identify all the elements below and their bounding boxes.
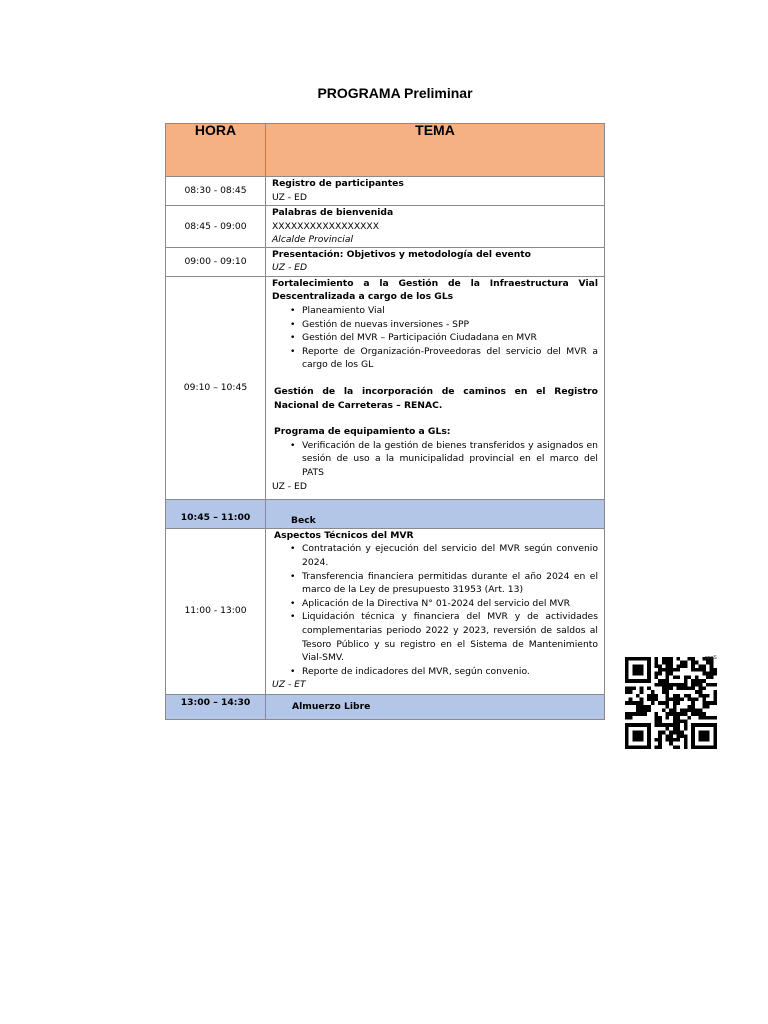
topic-bullet-list (272, 304, 598, 372)
qr-code-icon (623, 657, 719, 749)
time-cell: 09:00 - 09:10 (166, 247, 266, 276)
qr-caption: pppS (705, 655, 717, 661)
topic-note: UZ - ED (272, 262, 308, 274)
table-row-break (166, 499, 605, 528)
list-item: • Transferencia financiera permitidas durante el año 2024 en el marco de la Ley de presupuesto 31953 (Art. 13) (302, 570, 598, 597)
list-item: • Reporte de Organización-Proveedoras del servicio del MVR a cargo de los GL (302, 345, 598, 372)
topic-cell (266, 206, 605, 248)
topic-subtitle: Programa de equipamiento a GLs: (274, 426, 451, 438)
table-row (166, 206, 605, 248)
topic-cell: Beck (266, 499, 605, 528)
topic-cell (266, 528, 605, 694)
list-item: • Reporte de indicadores del MVR, según convenio. (302, 665, 598, 679)
topic-subtitle: Gestión de la incorporación de caminos en el Registro Nacional de Carreteras – RENAC. (274, 385, 598, 411)
topic-bullet-list (272, 439, 598, 480)
topic-title: Presentación: Objetivos y metodología del evento (272, 248, 531, 260)
list-item: • Verificación de la gestión de bienes transferidos y asignados en sesión de uso a la municipalidad provincial en el marco del PATS (302, 439, 598, 480)
topic-title: Aspectos Técnicos del MVR (274, 529, 414, 541)
time-cell: 08:30 - 08:45 (166, 177, 266, 206)
list-item: • Liquidación técnica y financiera del MVR y de actividades complementarias periodo 2022 y 2023, reversión de saldos al Tesoro Público y su registro en el Sistema de Mantenimiento Vial-SMV. (302, 610, 598, 664)
topic-title: Fortalecimiento a la Gestión de la Infraestructura Vial Descentralizada a cargo de los GLs (272, 277, 598, 303)
table-row (166, 177, 605, 206)
program-table (165, 123, 605, 720)
topic-cell (266, 177, 605, 206)
topic-bullet-list (272, 542, 598, 678)
time-cell: 10:45 – 11:00 (166, 499, 266, 528)
topic-line: XXXXXXXXXXXXXXXXX (272, 220, 379, 232)
time-cell: 09:10 – 10:45 (166, 276, 266, 499)
topic-note: UZ - ED (272, 480, 307, 492)
list-item: • Aplicación de la Directiva N° 01-2024 del servicio del MVR (302, 597, 598, 611)
column-header-tema: TEMA (266, 124, 605, 177)
topic-cell (266, 247, 605, 276)
topic-title: Palabras de bienvenida (272, 207, 394, 218)
page-title: PROGRAMA Preliminar (317, 85, 473, 101)
list-item: • Planeamiento Vial (302, 304, 598, 318)
topic-cell (266, 276, 605, 499)
topic-note: UZ - ED (272, 191, 307, 203)
table-row-break (166, 694, 605, 719)
topic-note: Alcalde Provincial (272, 234, 354, 246)
table-row (166, 247, 605, 276)
topic-cell: Almuerzo Libre (266, 694, 605, 719)
table-header-row (166, 124, 605, 177)
time-cell: 08:45 - 09:00 (166, 206, 266, 248)
list-item: • Contratación y ejecución del servicio del MVR según convenio 2024. (302, 542, 598, 569)
topic-note: UZ - ET (272, 679, 306, 691)
topic-title: Registro de participantes (272, 178, 404, 189)
column-header-hora: HORA (166, 124, 266, 177)
time-cell: 13:00 – 14:30 (166, 694, 266, 719)
list-item: • Gestión del MVR – Participación Ciudadana en MVR (302, 331, 598, 345)
time-cell: 11:00 - 13:00 (166, 528, 266, 694)
table-row (166, 528, 605, 694)
table-row (166, 276, 605, 499)
list-item: • Gestión de nuevas inversiones - SPP (302, 318, 598, 332)
